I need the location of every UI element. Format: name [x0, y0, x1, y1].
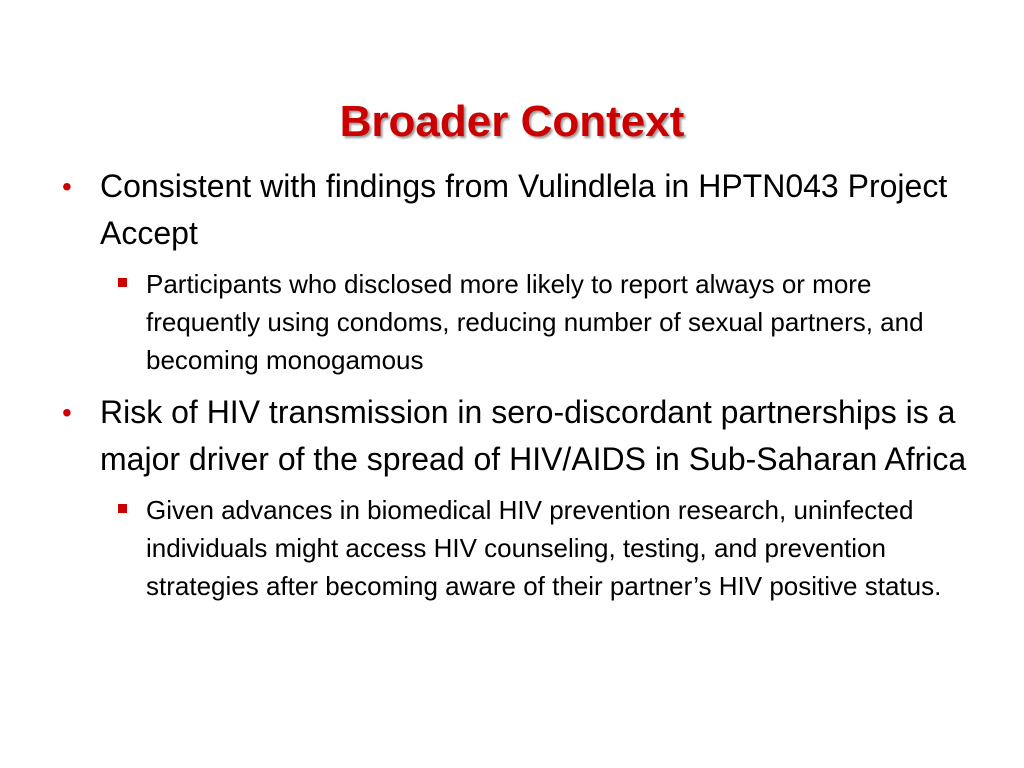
- sub-bullet-item: [52, 265, 982, 379]
- bullet-dot-icon: •: [62, 397, 72, 428]
- slide-body: [52, 163, 982, 615]
- slide-title: Broader Context: [339, 97, 685, 146]
- bullet-item: [52, 389, 982, 483]
- bullet-dot-icon: •: [62, 171, 72, 202]
- sub-bullet-text: Participants who disclosed more likely to report always or more frequently using condoms, reducing number of sexual partners, and becoming monogamous: [146, 269, 924, 375]
- square-bullet-icon: [118, 504, 127, 513]
- bullet-text: Risk of HIV transmission in sero-discordant partnerships is a major driver of the spread of HIV/AIDS in Sub-Saharan Africa: [100, 394, 967, 477]
- bullet-text: Consistent with findings from Vulindlela in HPTN043 Project Accept: [100, 168, 948, 251]
- bullet-item: [52, 163, 982, 257]
- square-bullet-icon: [118, 278, 127, 287]
- sub-bullet-item: [52, 491, 982, 605]
- sub-bullet-text: Given advances in biomedical HIV prevention research, uninfected individuals might access HIV counseling, testing, and prevention strategies after becoming aware of their partner’s HIV positive status.: [146, 495, 942, 601]
